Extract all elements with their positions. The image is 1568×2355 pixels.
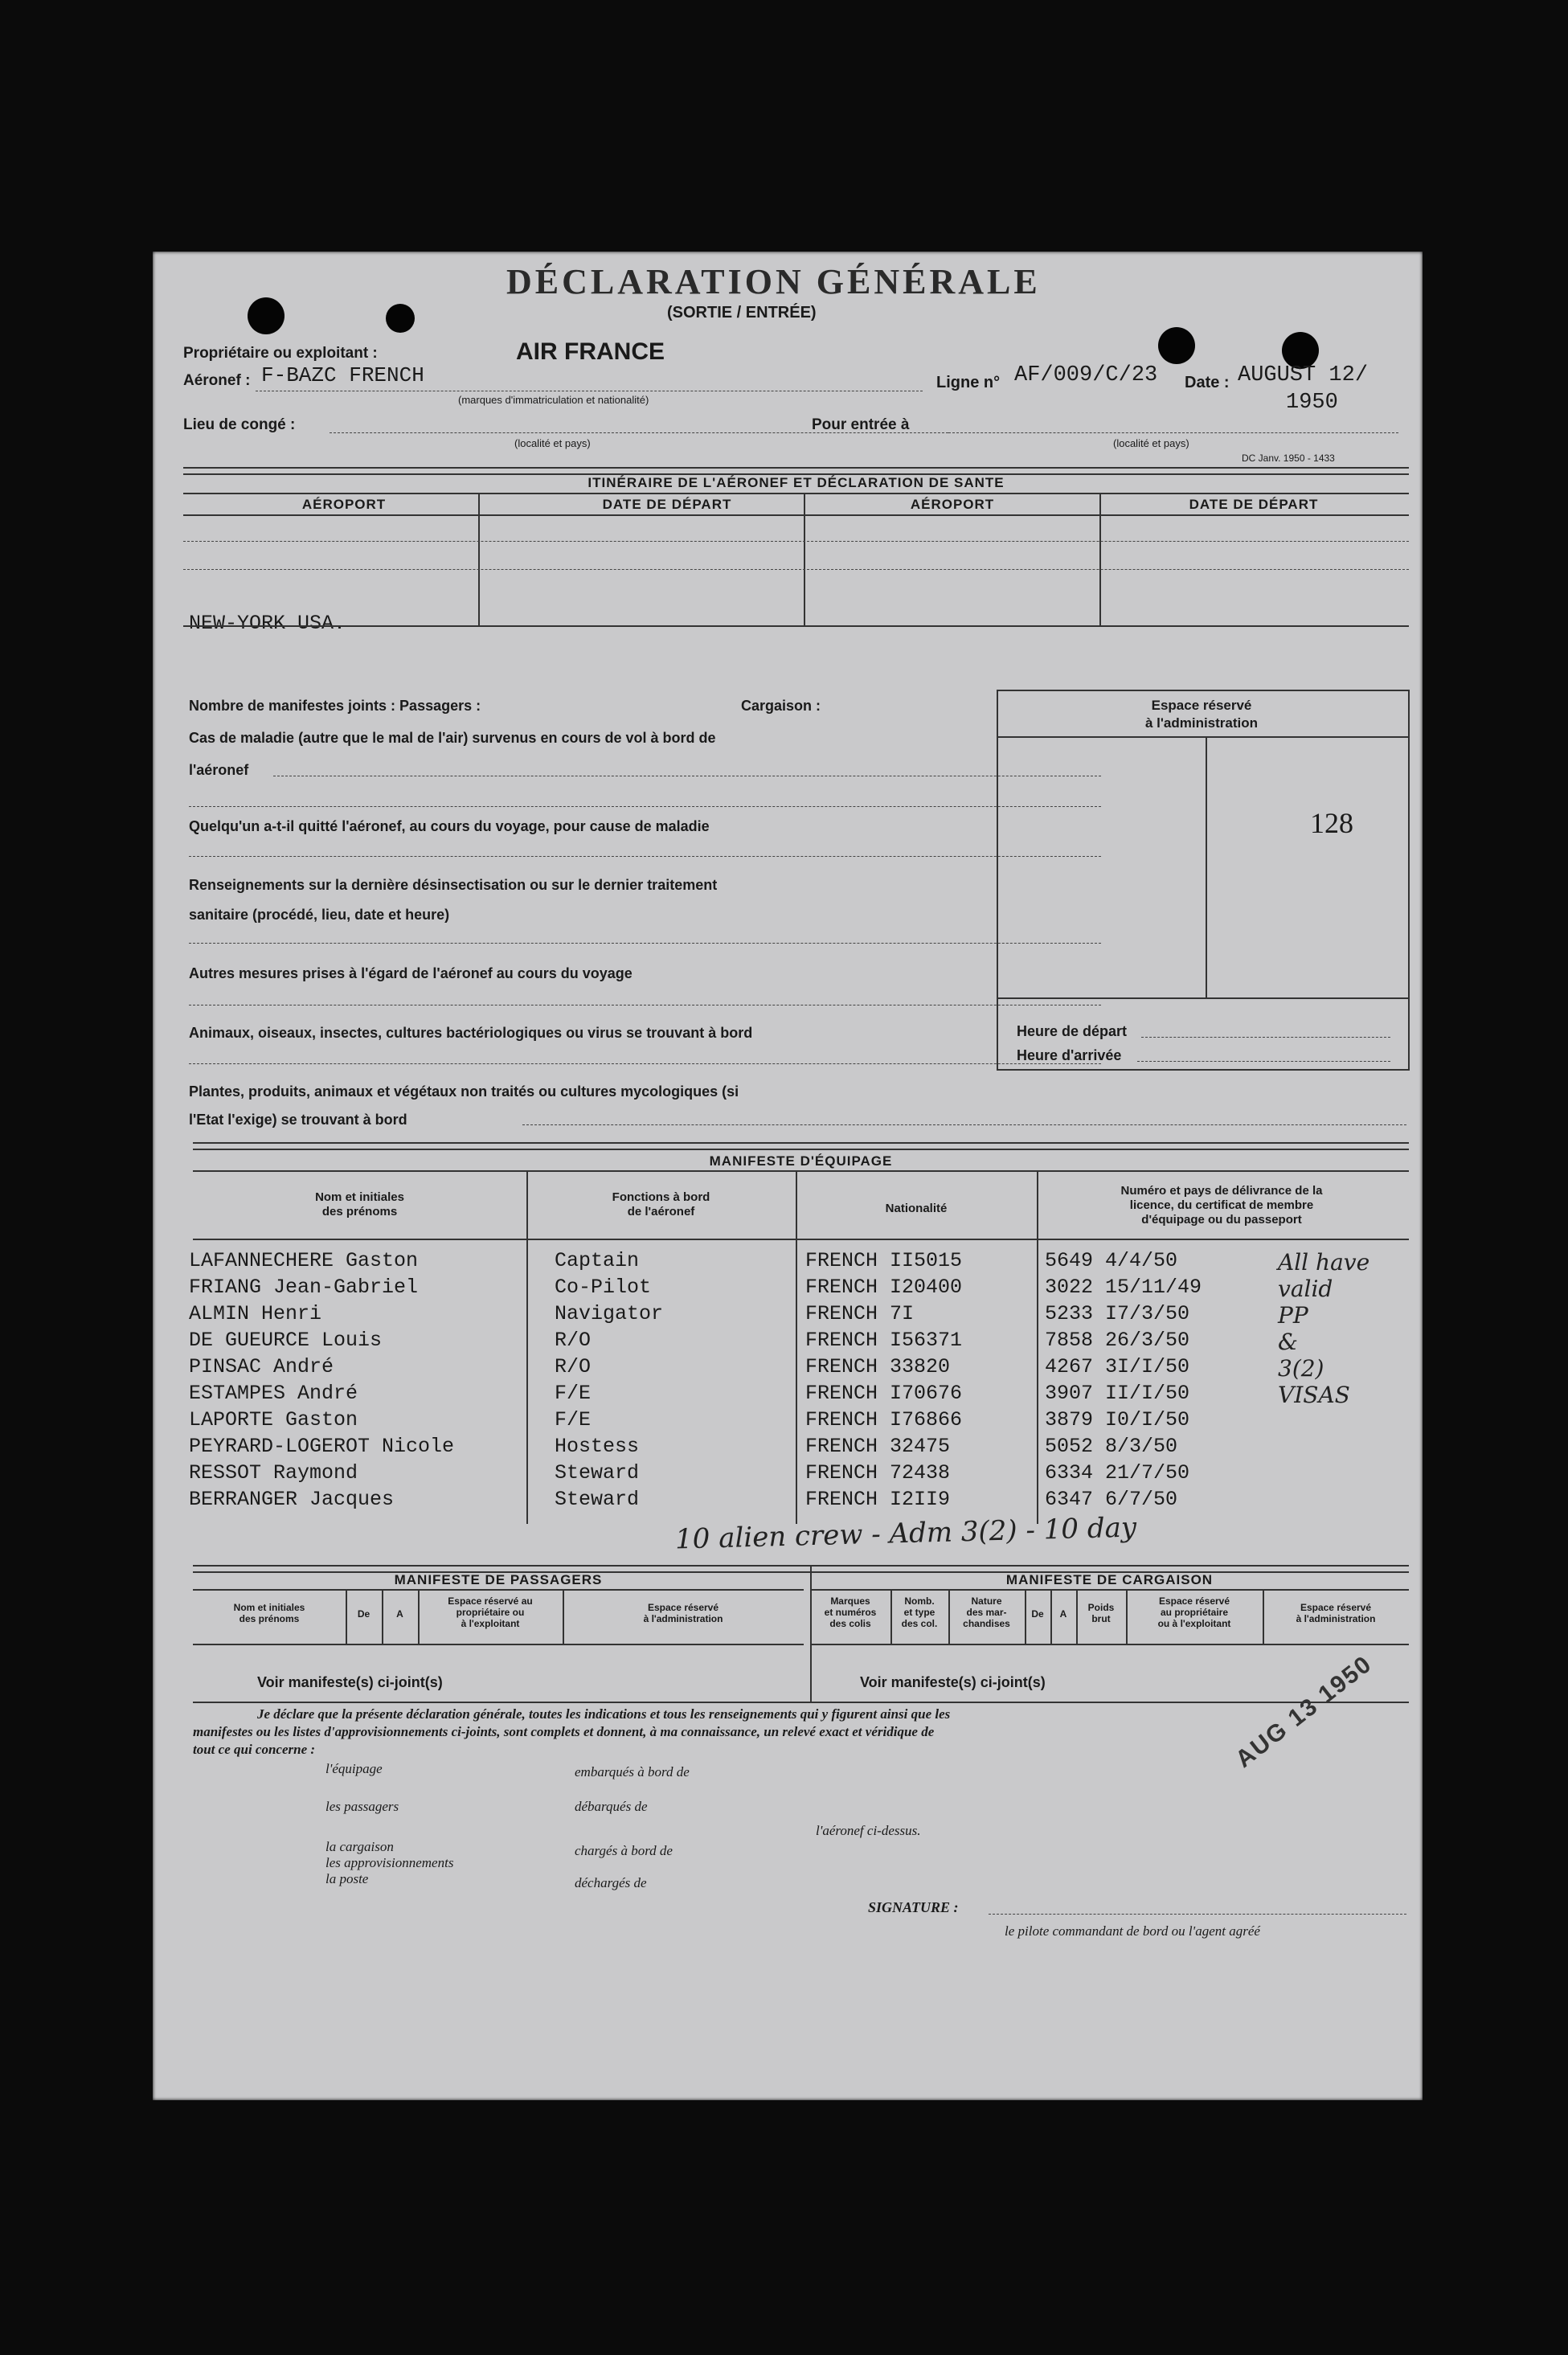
admin-box	[997, 690, 1410, 1071]
date-stamp: AUG 13 1950	[1230, 1650, 1378, 1773]
crew-header-rule	[193, 1239, 1409, 1240]
passenger-col-name-l2: des prénoms	[239, 1613, 300, 1624]
crew-nationality: FRENCH I76866	[805, 1408, 963, 1431]
operator-value: AIR FRANCE	[516, 338, 665, 365]
health-q3: Quelqu'un a-t-il quitté l'aéronef, au cours du voyage, pour cause de maladie	[189, 818, 710, 834]
crew-nationality: FRENCH I20400	[805, 1276, 963, 1299]
passenger-col-operator-l1: Espace réservé au	[448, 1595, 533, 1607]
health-q1: Nombre de manifestes joints : Passagers :	[189, 698, 481, 714]
cargo-col-weight-l2: brut	[1091, 1613, 1111, 1624]
admin-title-2: à l'administration	[1144, 715, 1259, 731]
health-q4-cont: sanitaire (procédé, lieu, date et heure)	[189, 907, 450, 923]
crew-function: R/O	[555, 1355, 592, 1378]
crew-name: DE GUEURCE Louis	[189, 1329, 383, 1352]
date-year: 1950	[1286, 391, 1338, 415]
crew-heading: MANIFESTE D'ÉQUIPAGE	[709, 1153, 893, 1169]
crew-divider	[796, 1170, 797, 1524]
cargo-col-weight	[1076, 1602, 1126, 1624]
declaration-disembarked: débarqués de	[575, 1799, 648, 1814]
cargo-col-admin-l1: Espace réservé	[1300, 1602, 1372, 1613]
crew-function: Co-Pilot	[555, 1276, 652, 1299]
cargo-col-count-l1: Nomb.	[904, 1595, 935, 1607]
itinerary-col-airport-1: AÉROPORT	[301, 497, 387, 512]
crew-col-license-l2: licence, du certificat de membre	[1129, 1198, 1314, 1212]
aircraft-caption: (marques d'immatriculation et nationalité)	[458, 394, 649, 406]
crew-license: 6347 6/7/50	[1045, 1488, 1178, 1511]
declaration-cargo: la cargaison	[325, 1839, 394, 1854]
itinerary-entry: NEW-YORK USA.	[189, 612, 346, 635]
crew-license: 3907 II/I/50	[1045, 1382, 1190, 1405]
cargo-divider	[1076, 1589, 1078, 1644]
health-q6: Animaux, oiseaux, insectes, cultures bactériologiques ou virus se trouvant à bord	[189, 1025, 753, 1041]
crew-nationality: FRENCH II5015	[805, 1249, 963, 1272]
passenger-header-rule	[193, 1644, 804, 1645]
date-value: AUGUST 12/	[1238, 363, 1369, 387]
crew-function: Navigator	[555, 1302, 664, 1325]
crew-license: 6334 21/7/50	[1045, 1461, 1190, 1485]
declaration-crew: l'équipage	[325, 1761, 383, 1776]
passenger-col-admin-l1: Espace réservé	[647, 1602, 719, 1613]
form-reference: DC Janv. 1950 - 1433	[1242, 453, 1335, 464]
cargo-header-rule	[810, 1644, 1409, 1645]
entry-caption: (localité et pays)	[1113, 437, 1189, 449]
crew-name: LAFANNECHERE Gaston	[189, 1249, 419, 1272]
itinerary-col-date-1: DATE DE DÉPART	[602, 497, 732, 512]
crew-license: 5233 I7/3/50	[1045, 1302, 1190, 1325]
cargo-col-admin-l2: à l'administration	[1296, 1613, 1376, 1624]
itinerary-bottom-rule	[183, 625, 1409, 627]
passenger-divider	[418, 1589, 420, 1644]
itinerary-top-rule	[183, 467, 1409, 475]
admin-divider	[1206, 736, 1207, 997]
itinerary-heading: ITINÉRAIRE DE L'AÉRONEF ET DÉCLARATION DE SANTE	[587, 475, 1005, 490]
cargo-footer: Voir manifeste(s) ci-joint(s)	[860, 1674, 1046, 1690]
declaration-loaded: chargés à bord de	[575, 1843, 673, 1858]
cargo-col-operator-l1: Espace réservé	[1158, 1595, 1230, 1607]
crew-col-name-l2: des prénoms	[321, 1205, 398, 1218]
departure-time-line	[1141, 1037, 1390, 1038]
line-value: AF/009/C/23	[1014, 363, 1158, 387]
crew-divider	[1037, 1170, 1038, 1524]
crew-col-name	[193, 1190, 526, 1219]
declaration-unloaded: déchargés de	[575, 1875, 647, 1890]
cargo-rule	[810, 1589, 1409, 1591]
departure-place-label: Lieu de congé :	[183, 416, 296, 433]
crew-function: Steward	[555, 1488, 640, 1511]
crew-function: F/E	[555, 1382, 592, 1405]
crew-note: VISAS	[1278, 1382, 1350, 1408]
passenger-col-operator-l3: à l'exploitant	[461, 1618, 520, 1629]
crew-function: R/O	[555, 1329, 592, 1352]
arrival-time-line	[1137, 1061, 1390, 1062]
crew-nationality: FRENCH 72438	[805, 1461, 951, 1485]
passenger-divider	[346, 1589, 347, 1644]
crew-name: ESTAMPES André	[189, 1382, 358, 1405]
passenger-col-operator-l2: propriétaire ou	[456, 1607, 525, 1618]
crew-nationality: FRENCH I56371	[805, 1329, 963, 1352]
passenger-col-from: De	[357, 1608, 371, 1620]
crew-function: Steward	[555, 1461, 640, 1485]
itinerary-header-rule	[183, 514, 1409, 516]
crew-rule	[193, 1170, 1409, 1172]
passenger-col-name-l1: Nom et initiales	[233, 1602, 305, 1613]
itinerary-col-airport-2: AÉROPORT	[910, 497, 995, 512]
crew-nationality: FRENCH 7I	[805, 1302, 915, 1325]
admin-number: 128	[1310, 807, 1353, 839]
crew-top-rule	[193, 1142, 1409, 1150]
crew-function: Hostess	[555, 1435, 640, 1458]
itinerary-divider	[804, 493, 805, 625]
declaration-text-2: manifestes ou les listes d'approvisionnements ci-joints, sont complets et donnent, à ma connaissance, un relevé exact et véridique de	[193, 1724, 935, 1739]
crew-license: 3879 I0/I/50	[1045, 1408, 1190, 1431]
crew-function: Captain	[555, 1249, 640, 1272]
crew-name: BERRANGER Jacques	[189, 1488, 395, 1511]
cargo-col-marks-l1: Marques	[830, 1595, 870, 1607]
passenger-footer: Voir manifeste(s) ci-joint(s)	[257, 1674, 443, 1690]
declaration-supplies: les approvisionnements	[325, 1855, 454, 1870]
crew-name: LAPORTE Gaston	[189, 1408, 358, 1431]
cargo-divider	[1126, 1589, 1128, 1644]
crew-name: PEYRARD-LOGEROT Nicole	[189, 1435, 455, 1458]
declaration-text-3: tout ce qui concerne :	[193, 1742, 316, 1757]
cargo-col-count	[890, 1595, 948, 1629]
punch-hole	[386, 304, 415, 333]
crew-name: FRIANG Jean-Gabriel	[189, 1276, 419, 1299]
health-line	[189, 1063, 1101, 1064]
crew-note: 3(2)	[1278, 1355, 1324, 1382]
health-line	[189, 806, 1101, 807]
form-title: DÉCLARATION GÉNÉRALE	[506, 262, 1041, 301]
admin-rule	[997, 736, 1408, 738]
cargo-divider	[1263, 1589, 1264, 1644]
cargo-col-count-l2: et type	[903, 1607, 935, 1618]
cargo-col-nature-l3: chandises	[963, 1618, 1010, 1629]
itinerary-col-date-2: DATE DE DÉPART	[1189, 497, 1319, 512]
declaration-passengers: les passagers	[325, 1799, 399, 1814]
passenger-col-admin-l2: à l'administration	[643, 1613, 723, 1624]
passenger-heading: MANIFESTE DE PASSAGERS	[394, 1572, 603, 1587]
crew-col-function	[526, 1190, 796, 1219]
health-line	[189, 943, 1101, 944]
aircraft-label: Aéronef :	[183, 372, 251, 389]
signature-label: SIGNATURE :	[868, 1899, 959, 1915]
crew-note: PP	[1278, 1302, 1308, 1329]
cargo-col-nature-l2: des mar-	[966, 1607, 1007, 1618]
crew-handwritten-note: 10 alien crew - Adm 3(2) - 10 day	[674, 1511, 1137, 1556]
cargo-divider	[1050, 1589, 1052, 1644]
health-line	[189, 856, 1101, 857]
crew-nationality: FRENCH 33820	[805, 1355, 951, 1378]
arrival-time-label: Heure d'arrivée	[1017, 1047, 1122, 1063]
cargo-col-to: A	[1059, 1608, 1067, 1620]
itinerary-row-line	[183, 569, 1409, 570]
cargo-divider	[948, 1589, 950, 1644]
itinerary-rule	[183, 493, 1409, 494]
crew-license: 3022 15/11/49	[1045, 1276, 1202, 1299]
declaration-form	[153, 252, 1423, 2100]
crew-nationality: FRENCH I2II9	[805, 1488, 951, 1511]
cargo-col-operator-l3: ou à l'exploitant	[1157, 1618, 1231, 1629]
cargo-col-from: De	[1031, 1608, 1044, 1620]
entry-line	[948, 432, 1398, 433]
itinerary-row-line	[183, 541, 1409, 542]
itinerary-divider	[478, 493, 480, 625]
crew-license: 5649 4/4/50	[1045, 1249, 1178, 1272]
crew-divider	[526, 1170, 528, 1524]
passenger-col-operator	[418, 1595, 563, 1629]
crew-col-name-l1: Nom et initiales	[315, 1190, 404, 1204]
crew-license: 7858 26/3/50	[1045, 1329, 1190, 1352]
declaration-text-1: Je déclare que la présente déclaration générale, toutes les indications et tous les renseignements qui y figurent ainsi que les	[257, 1706, 951, 1722]
cargo-col-operator-l2: au propriétaire	[1160, 1607, 1229, 1618]
cargo-col-weight-l1: Poids	[1087, 1602, 1115, 1613]
passenger-col-admin	[563, 1602, 804, 1624]
signature-line	[989, 1914, 1406, 1915]
itinerary-divider	[1099, 493, 1101, 625]
crew-col-license-l1: Numéro et pays de délivrance de la	[1120, 1184, 1323, 1198]
cargo-heading: MANIFESTE DE CARGAISON	[1005, 1572, 1214, 1587]
form-subtitle: (SORTIE / ENTRÉE)	[667, 304, 817, 322]
passenger-divider	[382, 1589, 383, 1644]
crew-col-function-l1: Fonctions à bord	[612, 1190, 710, 1204]
crew-function: F/E	[555, 1408, 592, 1431]
crew-col-license-l3: d'équipage ou du passeport	[1141, 1213, 1302, 1227]
crew-nationality: FRENCH I70676	[805, 1382, 963, 1405]
crew-note: &	[1278, 1329, 1298, 1355]
manifest-bottom-rule	[193, 1702, 1409, 1703]
health-q1-cargo: Cargaison :	[741, 698, 821, 714]
departure-time-label: Heure de départ	[1017, 1023, 1128, 1039]
passenger-divider	[563, 1589, 564, 1644]
health-q7: Plantes, produits, animaux et végétaux non traités ou cultures mycologiques (si	[189, 1083, 739, 1100]
crew-col-nationality: Nationalité	[885, 1202, 948, 1215]
cargo-col-nature-l1: Nature	[971, 1595, 1002, 1607]
health-q2: Cas de maladie (autre que le mal de l'air) survenus en cours de vol à bord de	[189, 730, 716, 746]
line-label: Ligne n°	[936, 374, 1001, 391]
crew-note: valid	[1278, 1276, 1333, 1302]
cargo-col-admin	[1263, 1602, 1409, 1624]
crew-name: PINSAC André	[189, 1355, 334, 1378]
passenger-rule	[193, 1589, 804, 1591]
cargo-col-count-l3: des col.	[901, 1618, 938, 1629]
cargo-col-marks-l3: des colis	[829, 1618, 871, 1629]
entry-label: Pour entrée à	[812, 416, 910, 433]
crew-license: 5052 8/3/50	[1045, 1435, 1178, 1458]
declaration-aircraft: l'aéronef ci-dessus.	[816, 1823, 921, 1838]
crew-name: ALMIN Henri	[189, 1302, 322, 1325]
cargo-col-marks	[810, 1595, 890, 1629]
cargo-divider	[1025, 1589, 1026, 1644]
date-label: Date :	[1185, 374, 1230, 391]
crew-note: All have	[1278, 1249, 1370, 1276]
declaration-embarked: embarqués à bord de	[575, 1764, 690, 1780]
punch-hole	[248, 297, 285, 334]
health-q4: Renseignements sur la dernière désinsectisation ou sur le dernier traitement	[189, 877, 718, 893]
crew-col-function-l2: de l'aéronef	[627, 1205, 695, 1218]
operator-label: Propriétaire ou exploitant :	[183, 345, 378, 362]
aircraft-value: F-BAZC FRENCH	[261, 363, 424, 387]
passenger-col-name	[193, 1602, 346, 1624]
crew-nationality: FRENCH 32475	[805, 1435, 951, 1458]
cargo-divider	[890, 1589, 892, 1644]
crew-license: 4267 3I/I/50	[1045, 1355, 1190, 1378]
admin-title: Espace réservé	[1151, 698, 1252, 713]
cargo-col-marks-l2: et numéros	[824, 1607, 877, 1618]
cargo-col-nature	[948, 1595, 1025, 1629]
crew-col-license	[1037, 1184, 1406, 1227]
departure-place-caption: (localité et pays)	[514, 437, 591, 449]
health-q2-cont: l'aéronef	[189, 762, 249, 778]
health-q5: Autres mesures prises à l'égard de l'aéronef au cours du voyage	[189, 965, 633, 981]
crew-name: RESSOT Raymond	[189, 1461, 358, 1485]
passenger-col-to: A	[396, 1608, 403, 1620]
health-q7-cont: l'Etat l'exige) se trouvant à bord	[189, 1112, 407, 1128]
signer-caption: le pilote commandant de bord ou l'agent agréé	[1005, 1923, 1260, 1939]
punch-hole	[1158, 327, 1195, 364]
declaration-mail: la poste	[325, 1871, 369, 1886]
cargo-col-operator	[1126, 1595, 1263, 1629]
admin-rule	[997, 997, 1408, 999]
health-line	[522, 1124, 1406, 1125]
